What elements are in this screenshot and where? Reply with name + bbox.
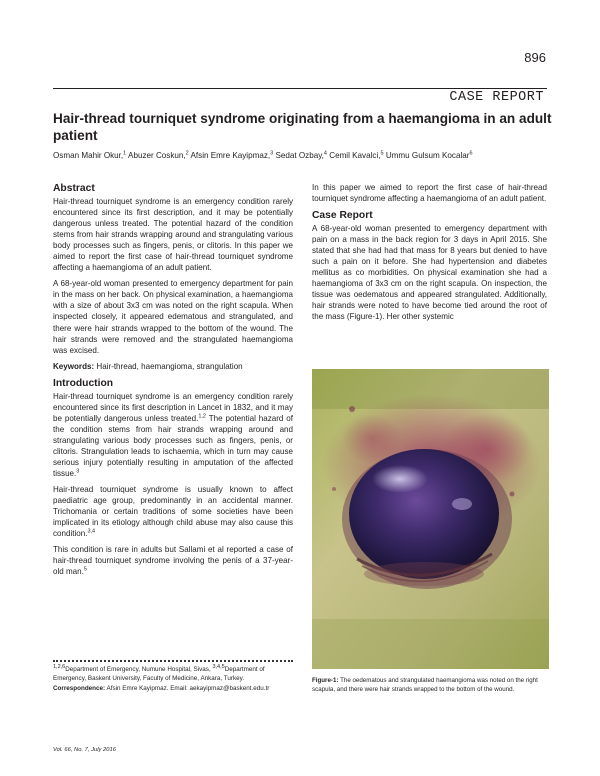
affiliation-ref: 1 bbox=[123, 150, 127, 157]
aim-paragraph: In this paper we aimed to report the first case of hair-thread tourniquet syndrome affecting a haemangioma of an adult patient. bbox=[312, 183, 547, 204]
author: Ummu Gulsum Kocalar bbox=[385, 151, 470, 160]
correspondence-note bbox=[53, 684, 298, 693]
intro-paragraph bbox=[53, 544, 293, 577]
affiliation-ref: 4 bbox=[323, 150, 327, 157]
figure-caption-text: The oedematous and strangulated haemangioma was noted on the right scapula, and there were hair strands wrapped to the bottom of the wound. bbox=[312, 677, 538, 694]
left-column bbox=[53, 182, 293, 582]
affiliation-ref: 6 bbox=[469, 150, 473, 157]
citation: 1,2 bbox=[198, 413, 206, 420]
case-paragraph: A 68-year-old woman presented to emergency department with pain on a mass in the back region for 3 days in April 2015. She stated that she had had that mass for 8 years but denied to have such a pain on it before. She had hypertension and diabetes mellitus as co morbidities. On physical examination she had a haemangioma of 3x3 cm on the right scapula. On inspection, the tissue was oedematous and appeared strangulated. Additionally, hair strands were noted to have become tied around the root of the mass (Figure-1). Her other systemic bbox=[312, 224, 547, 322]
abstract-heading: Abstract bbox=[53, 183, 95, 194]
abstract-paragraph: Hair-thread tourniquet syndrome is an emergency condition rarely encountered since its first description, and it may be potentially dangerous unless treated. The potential hazard of the condition stems from hair strands wrapping around and strangulating various body processes such as fingers, penis, or clitoris. In this paper we aimed to report the first case of hair-thread tourniquet syndrome affecting a haemangioma of an adult patient. bbox=[53, 197, 293, 273]
clinical-photograph bbox=[312, 369, 549, 669]
correspondence-text: Afsin Emre Kayipmaz. Email: aekayipmaz@baskent.edu.tr bbox=[106, 684, 270, 692]
figure-caption bbox=[312, 676, 548, 695]
right-column bbox=[312, 182, 547, 328]
intro-text: Hair-thread tourniquet syndrome is usually known to affect paediatric age group, predominantly in an accidental manner. Trichomania or certain traditions of some societies have been implicated in its etiology although child abuse may also cause this condition. bbox=[53, 485, 293, 539]
citation: 3 bbox=[76, 468, 80, 475]
author: Cemil Kavalci, bbox=[329, 151, 381, 160]
author: Sedat Ozbay, bbox=[275, 151, 324, 160]
keywords bbox=[53, 361, 293, 372]
introduction-heading: Introduction bbox=[53, 377, 114, 389]
affiliation-ref: 2 bbox=[185, 150, 189, 157]
keywords-label: Keywords: bbox=[53, 361, 95, 371]
journal-footer: Vol. 66, No. 7, July 2016 bbox=[53, 747, 116, 753]
footnotes bbox=[53, 665, 298, 693]
affiliation-text: Department of Emergency, Numune Hospital, Sivas, bbox=[65, 666, 211, 673]
correspondence-label: Correspondence: bbox=[53, 684, 106, 692]
affiliation-ref: 1,2,6 bbox=[53, 663, 66, 670]
affiliation-note bbox=[53, 665, 298, 684]
section-label: CASE REPORT bbox=[449, 90, 544, 105]
article-title: Hair-thread tourniquet syndrome originating from a haemangioma in an adult patient bbox=[53, 111, 552, 143]
keywords-text: Hair-thread, haemangioma, strangulation bbox=[96, 361, 243, 371]
citation: 3,4 bbox=[87, 528, 96, 535]
intro-paragraph bbox=[53, 484, 293, 539]
footnote-separator bbox=[53, 660, 293, 662]
citation: 5 bbox=[83, 566, 87, 573]
intro-text: This condition is rare in adults but Sallami et al reported a case of hair-thread tourniquet syndrome involving the penis of a 37-year-old man. bbox=[53, 545, 293, 577]
author-list bbox=[53, 150, 573, 161]
figure-label: Figure-1: bbox=[312, 677, 339, 684]
abstract-paragraph: A 68-year-old woman presented to emergency department for pain in the mass on her back. On physical examination, a haemangioma with a size of about 3x3 cm was noted on the right scapula. When inspected closely, it appeared edematous and strangulated, and there were hair strands wrapped to the bottom of the wound. The hair strands were removed and the strangulated haemangioma was excised. bbox=[53, 279, 293, 355]
affiliation-text: Department of Emergency, Baskent University, Faculty of Medicine, Ankara, Turkey. bbox=[53, 666, 265, 683]
intro-paragraph bbox=[53, 391, 293, 479]
case-report-heading: Case Report bbox=[312, 210, 373, 222]
intro-text: Hair-thread tourniquet syndrome is an emergency condition rarely encountered since its first description in Lancet in 1832, and it may be potentially dangerous unless treated. bbox=[53, 391, 293, 423]
header-rule bbox=[53, 88, 547, 89]
author: Abuzer Coskun, bbox=[128, 151, 186, 160]
affiliation-ref: 5 bbox=[380, 150, 384, 157]
author: Osman Mahir Okur, bbox=[53, 151, 124, 160]
affiliation-ref: 3 bbox=[270, 150, 274, 157]
intro-text: The potential hazard of the condition stems from hair strands wrapping around and strangulating various body processes such as fingers, penis, or clitoris. Strangulation leads to ischaemia, which in turn may cause serious injury potentially resulting in amputation of the affected tissue. bbox=[53, 413, 293, 479]
author: Afsin Emre Kayipmaz, bbox=[190, 151, 271, 160]
affiliation-ref: 3,4,5 bbox=[212, 663, 225, 670]
page-number: 896 bbox=[524, 50, 546, 65]
